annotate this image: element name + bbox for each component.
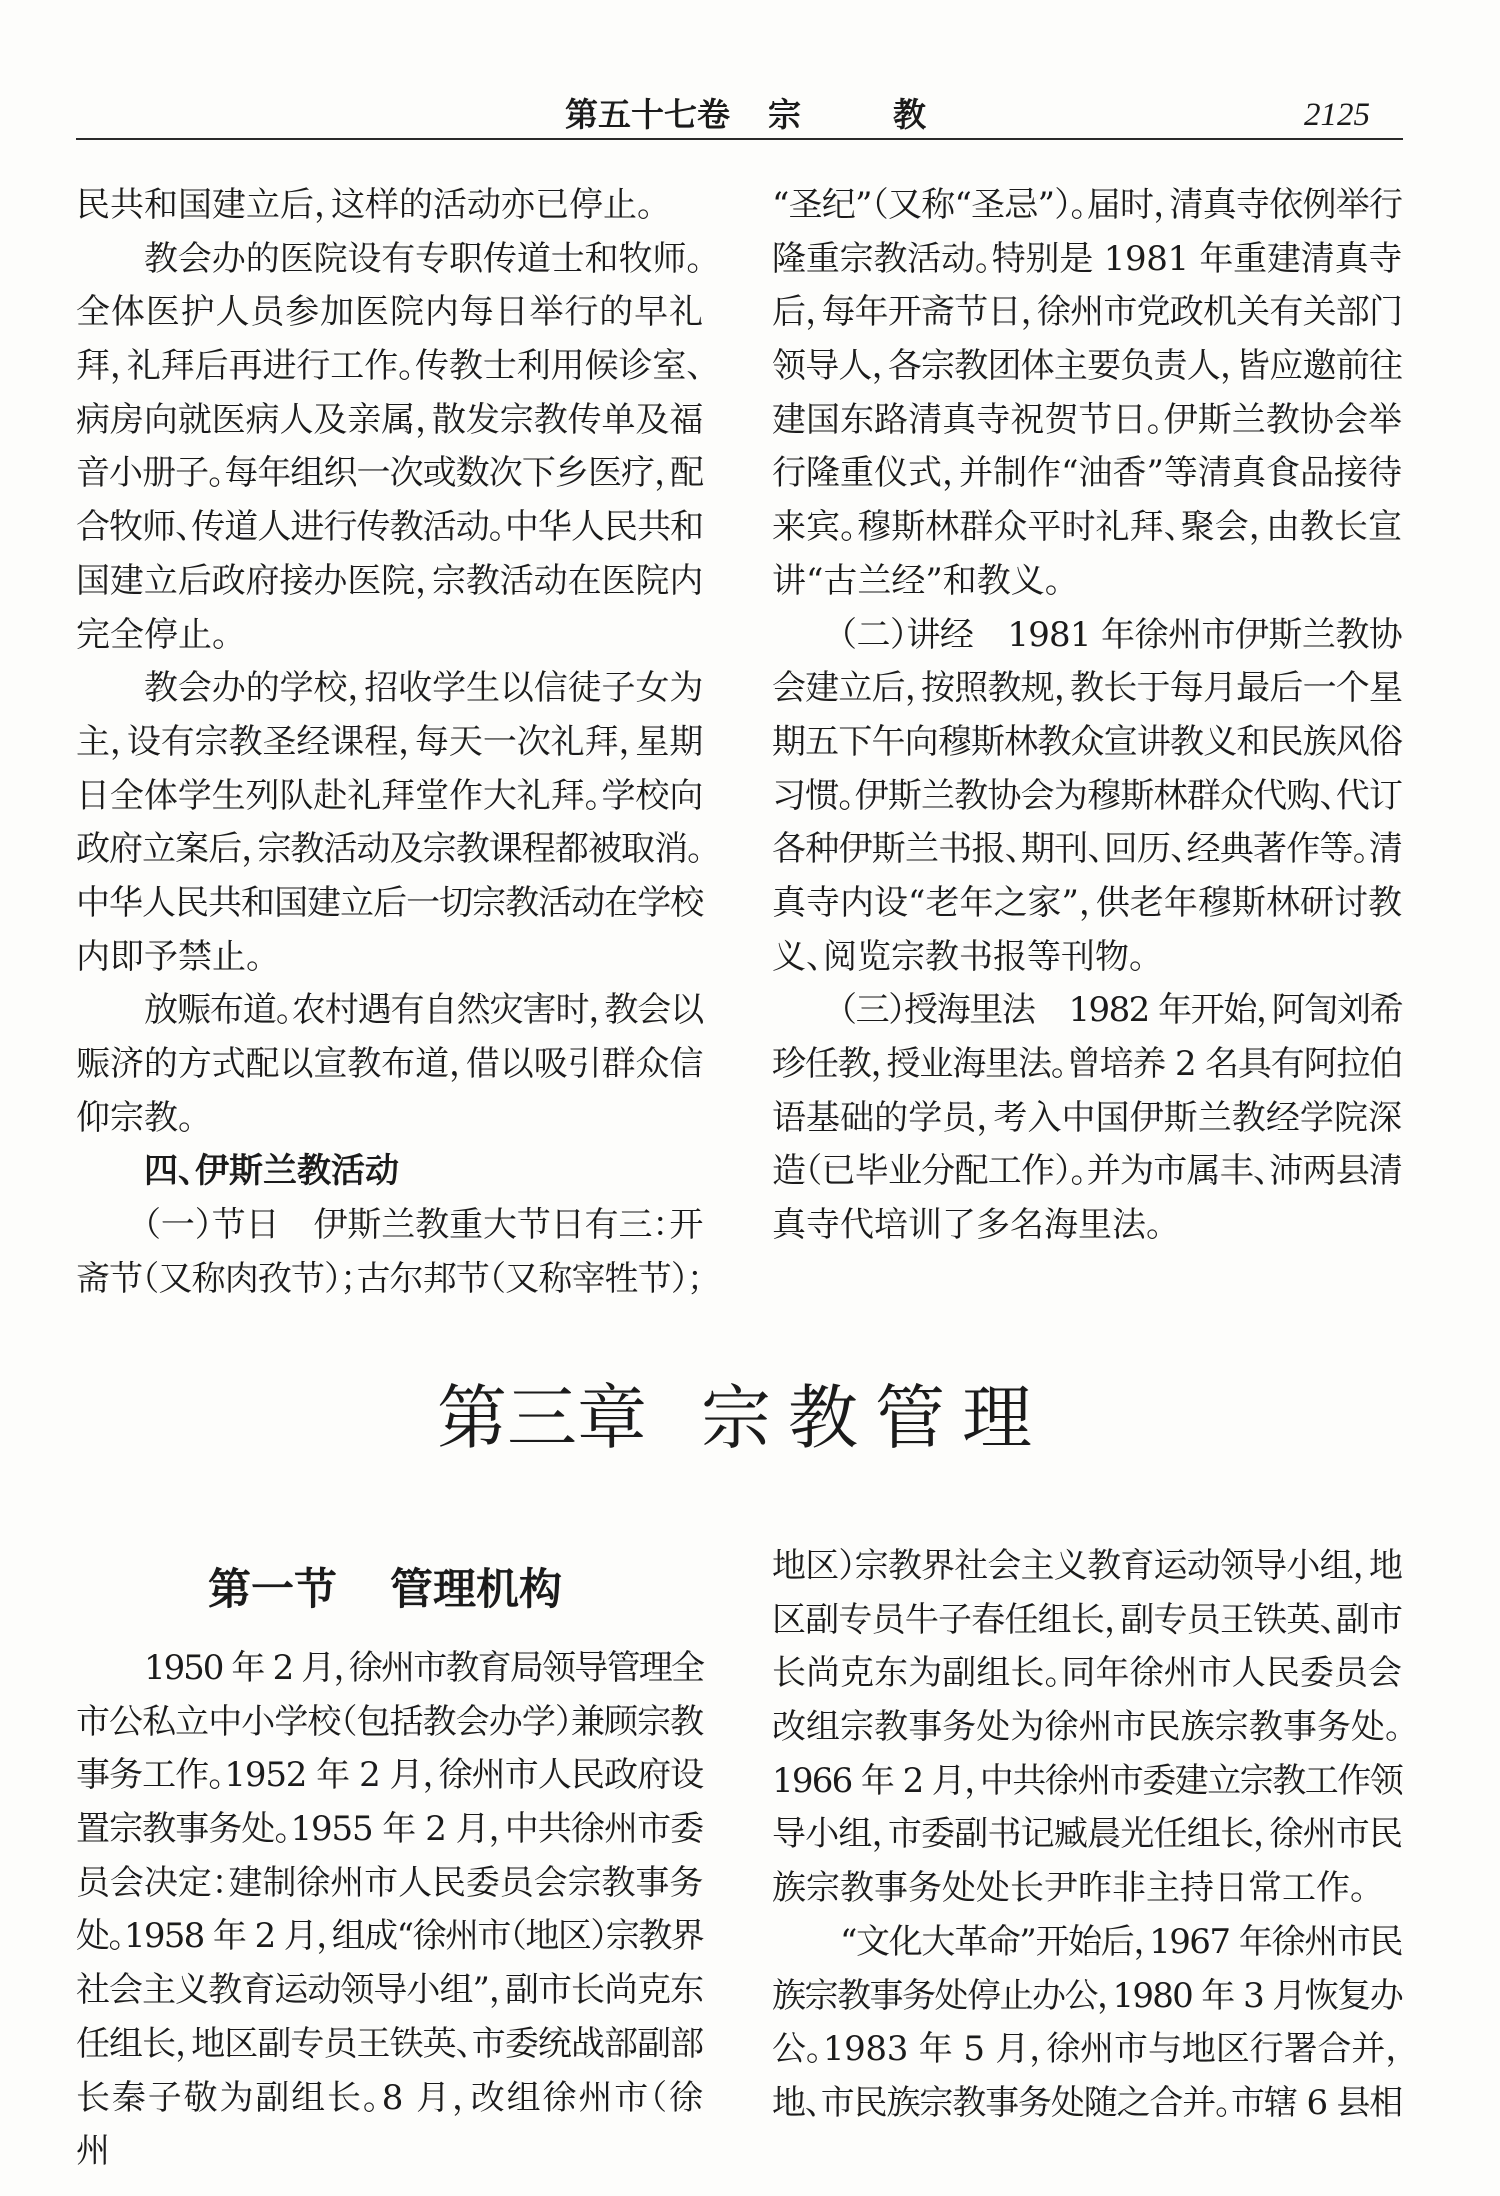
text-line: 完全停止。	[76, 614, 229, 655]
text-line: 员会决定：建制徐州市人民委员会宗教事务	[76, 1862, 703, 1903]
text-line: 合牧师、传道人进行传教活动。中华人民共和	[76, 507, 703, 548]
text-line: “圣纪”（又称“圣忌”）。届时，清真寺依例举行	[772, 185, 1402, 225]
text-line: 教会办的医院设有专职传道士和牧师。	[144, 238, 703, 279]
text-line: 领导人，各宗教团体主要负责人，皆应邀前往	[772, 346, 1402, 387]
text-line: 会建立后，按照教规，教长于每月最后一个星	[772, 668, 1402, 709]
text-line: 族宗教事务处处长尹昨非主持日常工作。	[772, 1868, 1367, 1909]
text-line: 建国东路清真寺祝贺节日。伊斯兰教协会举	[772, 399, 1402, 440]
section-number: 第一节	[208, 1565, 337, 1615]
chapter-number: 第三章	[437, 1377, 647, 1459]
page-number: 2125	[1304, 97, 1370, 133]
text-line: 公。1983 年 5 月，徐州市与地区行署合并，	[772, 2029, 1402, 2070]
text-line: 内即予禁止。	[76, 936, 263, 977]
text-line: 教会办的学校，招收学生以信徒子女为	[144, 668, 703, 709]
text-line: 日全体学生列队赴礼拜堂作大礼拜。学校向	[76, 775, 703, 816]
text-line: 赈济的方式配以宣教布道，借以吸引群众信	[76, 1044, 703, 1084]
text-line: 处。1958 年 2 月，组成“徐州市（地区）宗教界	[76, 1916, 703, 1957]
festivals-marker: （一）	[144, 1205, 212, 1246]
preaching-marker: （二）	[840, 614, 907, 655]
text-line: 来宾。穆斯林群众平时礼拜、聚会，由教长宣	[772, 507, 1402, 548]
text-line: “文化大革命”开始后，1967 年徐州市民	[840, 1921, 1402, 1962]
preaching-term: 讲经	[906, 614, 974, 655]
text-line: 长秦子敬为副组长。8 月，改组徐州市（徐州	[76, 2077, 703, 2172]
text-line: 导小组，市委副书记臧晨光任组长，徐州市民	[772, 1814, 1402, 1855]
text-run: 1981 年徐州市伊斯兰教协	[1007, 614, 1402, 655]
text-line: 地区）宗教界社会主义教育运动领导小组，地	[772, 1546, 1402, 1586]
text-line: 地、市民族宗教事务处随之合并。市辖 6 县相	[772, 2082, 1402, 2123]
text-line: 置宗教事务处。1955 年 2 月，中共徐州市委	[76, 1809, 703, 1850]
header-subject-char: 教	[893, 95, 926, 134]
header-subject-char: 宗	[768, 95, 801, 134]
preaching-first-line	[772, 609, 1402, 663]
text-run: 1982 年开始，阿訇刘希	[1068, 990, 1402, 1031]
text-line: 行隆重仪式，并制作“油香”等清真食品接待	[772, 453, 1402, 494]
text-line: 国建立后政府接办医院，宗教活动在医院内	[76, 560, 703, 601]
text-line: 1966 年 2 月，中共徐州市委建立宗教工作领	[772, 1760, 1402, 1801]
text-line: 民共和国建立后，这样的活动亦已停止。	[76, 185, 654, 225]
text-line: 全体医护人员参加医院内每日举行的早礼	[76, 292, 703, 333]
lower-right-column	[772, 1540, 1402, 2131]
text-line: 造（已毕业分配工作）。并为市属丰、沛两县清	[772, 1151, 1402, 1192]
header-rule	[76, 138, 1403, 140]
text-line: 市公私立中小学校（包括教会办学）兼顾宗教	[76, 1701, 703, 1742]
text-line: 后，每年开斋节日，徐州市党政机关有关部门	[772, 292, 1402, 333]
halifa-term: 授海里法	[903, 990, 1035, 1031]
text-line: 长尚克东为副组长。同年徐州市人民委员会	[772, 1653, 1402, 1694]
text-line: 族宗教事务处停止办公，1980 年 3 月恢复办	[772, 1975, 1402, 2016]
text-line: 1950 年 2 月，徐州市教育局领导管理全	[144, 1648, 703, 1688]
halifa-marker: （三）	[840, 990, 904, 1031]
text-line: 放赈布道。农村遇有自然灾害时，教会以	[144, 990, 703, 1031]
festivals-term: 节日	[211, 1205, 280, 1246]
halifa-first-line	[772, 984, 1402, 1038]
lower-left-column	[76, 1642, 703, 2172]
upper-right-column	[772, 179, 1402, 1253]
text-line: 真寺代培训了多名海里法。	[772, 1205, 1163, 1246]
text-line: 期五下午向穆斯林教众宣讲教义和民族风俗	[772, 721, 1402, 762]
text-line: 区副专员牛子春任组长，副专员王铁英、副市	[772, 1599, 1402, 1640]
header-volume: 第五十七卷	[565, 95, 730, 134]
islam-section-heading: 四、伊斯兰教活动	[144, 1151, 399, 1192]
text-line: 改组宗教事务处为徐州市民族宗教事务处。	[772, 1707, 1402, 1748]
text-line: 语基础的学员，考入中国伊斯兰教经学院深	[772, 1097, 1402, 1138]
text-line: 义、阅览宗教书报等刊物。	[772, 936, 1146, 977]
text-line: 社会主义教育运动领导小组”，副市长尚克东	[76, 1970, 703, 2011]
text-line: 斋节（又称肉孜节）；古尔邦节（又称宰牲节）；	[76, 1258, 703, 1299]
text-line: 各种伊斯兰书报、期刊、回历、经典著作等。清	[772, 829, 1402, 870]
text-line: 政府立案后，宗教活动及宗教课程都被取消。	[76, 829, 703, 870]
chapter-title	[437, 1378, 1049, 1458]
text-line: 隆重宗教活动。特别是 1981 年重建清真寺	[772, 238, 1402, 279]
section-heading	[208, 1566, 562, 1614]
text-line: 讲“古兰经”和教义。	[772, 560, 1062, 601]
text-line: 仰宗教。	[76, 1097, 195, 1138]
text-line: 病房向就医病人及亲属，散发宗教传单及福	[76, 399, 703, 440]
text-line: 任组长，地区副专员王铁英、市委统战部副部	[76, 2023, 703, 2064]
section-title: 管理机构	[390, 1565, 562, 1615]
text-line: 珍任教，授业海里法。曾培养 2 名具有阿拉伯	[772, 1044, 1402, 1084]
chapter-name: 宗教管理	[701, 1377, 1049, 1459]
text-line: 拜，礼拜后再进行工作。传教士利用候诊室、	[76, 346, 703, 387]
text-line: 主，设有宗教圣经课程，每天一次礼拜，星期	[76, 721, 703, 762]
festivals-first-line	[76, 1199, 703, 1253]
text-line: 音小册子。每年组织一次或数次下乡医疗，配	[76, 453, 703, 494]
text-run: 伊斯兰教重大节日有三：开	[313, 1205, 703, 1246]
text-line: 真寺内设“老年之家”，供老年穆斯林研讨教	[772, 882, 1402, 923]
upper-left-column	[76, 179, 703, 1306]
text-line: 习惯。伊斯兰教协会为穆斯林群众代购、代订	[772, 775, 1402, 816]
text-line: 事务工作。1952 年 2 月，徐州市人民政府设	[76, 1755, 703, 1796]
text-line: 中华人民共和国建立后一切宗教活动在学校	[76, 882, 703, 923]
